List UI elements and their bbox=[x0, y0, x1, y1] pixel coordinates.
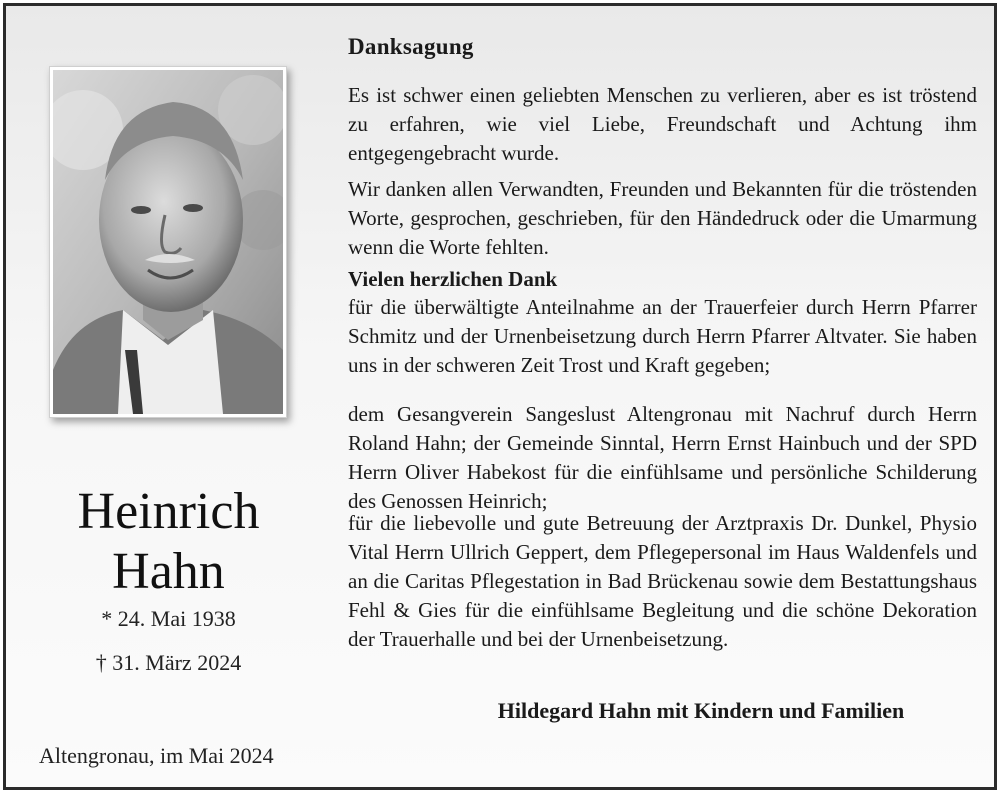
place-and-date: Altengronau, im Mai 2024 bbox=[39, 743, 274, 768]
paragraph-1: Es ist schwer einen geliebten Menschen zu verlieren, aber es ist tröstend zu erfahren, wie viel Liebe, Freundschaft und Achtung ihm entgegengebracht wurde. bbox=[348, 83, 977, 165]
birth-date: * 24. Mai 1938 bbox=[101, 606, 236, 631]
portrait-photo bbox=[49, 66, 287, 418]
subheading-thanks: Vielen herzlichen Dank bbox=[348, 267, 558, 291]
deceased-first-name: Heinrich bbox=[77, 483, 260, 540]
portrait-image bbox=[53, 70, 283, 414]
paragraph-4: dem Gesangverein Sangeslust Altengronau mit Nachruf durch Herrn Roland Hahn; der Gemeinde Sinntal, Herrn Ernst Hainbuch und der SPD Herrn Oliver Habekost für die einfühlsame und persönliche Schilderung des Genossen Heinrich; bbox=[348, 402, 977, 513]
deceased-last-name: Hahn bbox=[112, 543, 225, 600]
paragraph-5: für die liebevolle und gute Betreuung der Arztpraxis Dr. Dunkel, Physio Vital Herrn Ullrich Geppert, dem Pflegepersonal im Haus Waldenfels und an die Caritas Pflegestation in Bad Brückenau sowie dem Bestattungshaus Fehl & Gies für die einfühlsame Begleitung und die schöne Dekoration der Trauerhalle und bei der Urnenbeisetzung. bbox=[348, 511, 977, 651]
paragraph-2: Wir danken allen Verwandten, Freunden und Bekannten für die tröstenden Worte, gesprochen, geschrieben, für den Händedruck oder die Umarmung wenn die Worte fehlten. bbox=[348, 177, 977, 259]
death-date: † 31. März 2024 bbox=[95, 650, 242, 675]
family-signature: Hildegard Hahn mit Kindern und Familien bbox=[497, 698, 905, 723]
heading-danksagung: Danksagung bbox=[348, 34, 474, 59]
obituary-card bbox=[3, 3, 997, 790]
paragraph-3: für die überwältigte Anteilnahme an der Trauerfeier durch Herrn Pfarrer Schmitz und der Urnenbeisetzung durch Herrn Pfarrer Altvater. Sie haben uns in der schweren Zeit Trost und Kraft gegeben; bbox=[348, 295, 977, 377]
